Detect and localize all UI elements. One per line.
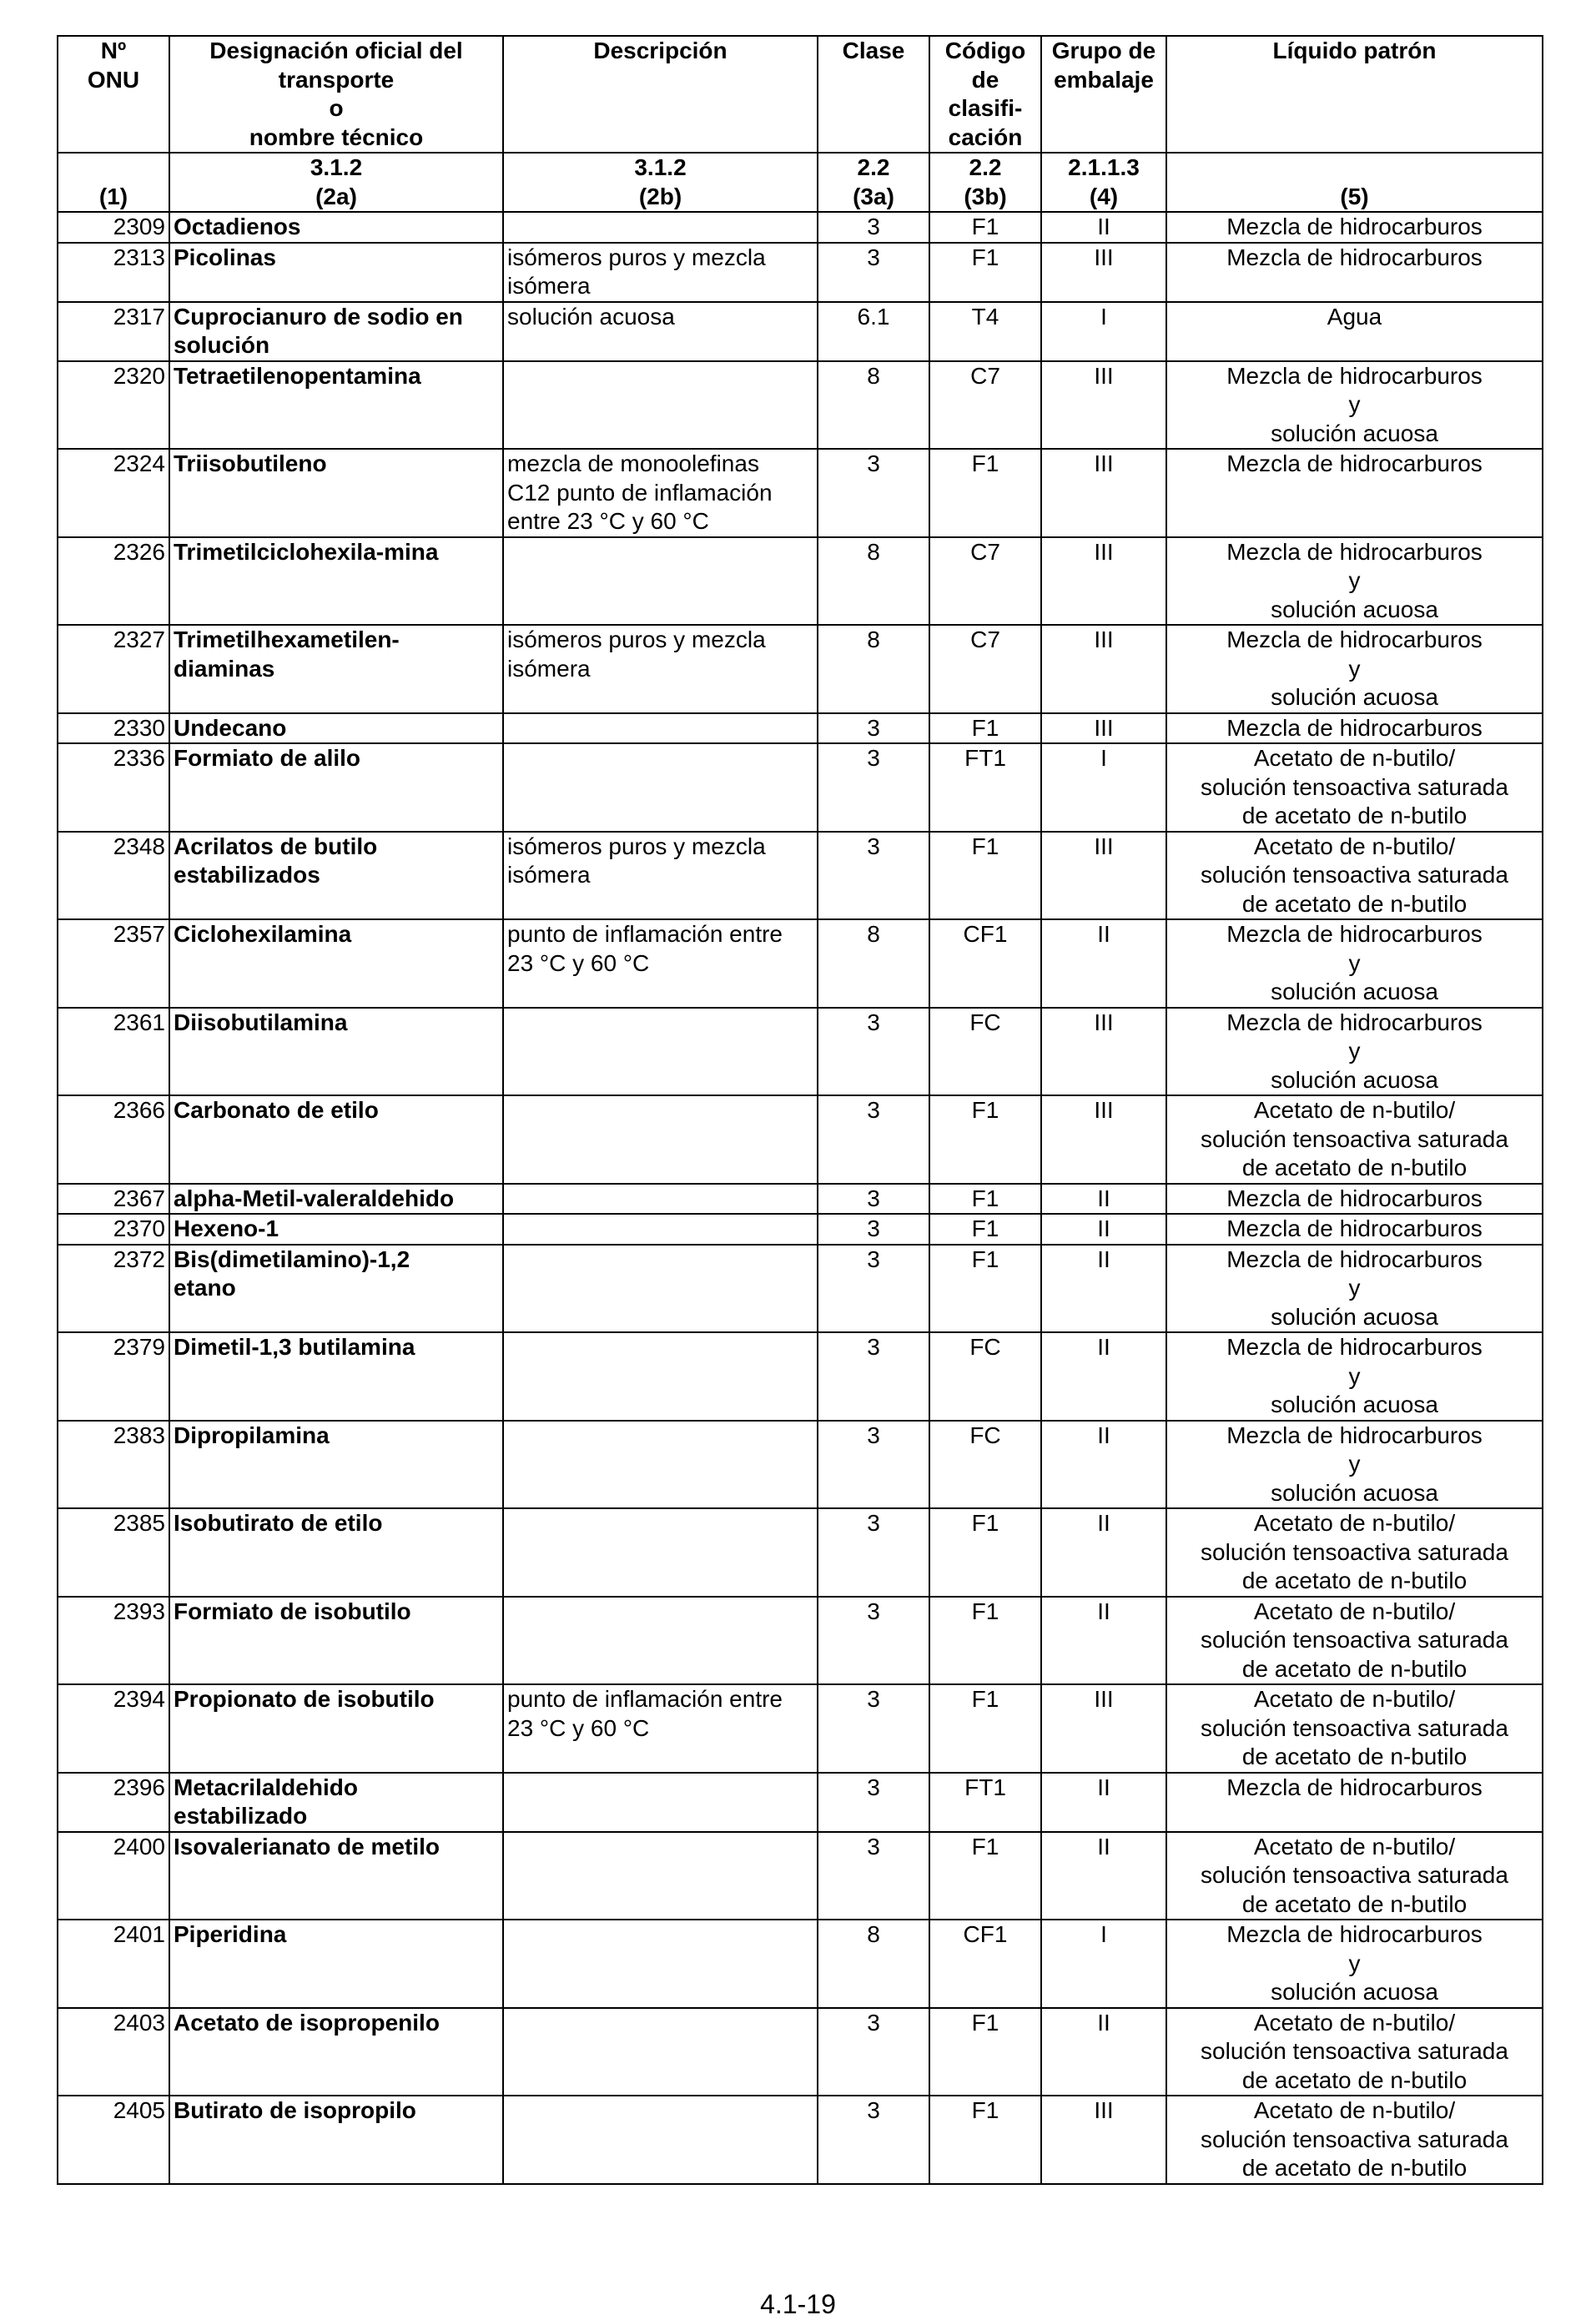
cell-class: 3	[818, 1214, 929, 1245]
cell-packing-group: II	[1041, 1245, 1166, 1333]
cell-description	[503, 2096, 818, 2184]
header-col2a-title: Designación oficial del transporte o nombre técnico	[169, 36, 503, 153]
cell-class: 3	[818, 1332, 929, 1421]
cell-classification-code: F1	[929, 1214, 1041, 1245]
cell-official-name: Dimetil-1,3 butilamina	[169, 1332, 503, 1421]
cell-description: mezcla de monoolefinas C12 punto de inflamación entre 23 °C y 60 °C	[503, 449, 818, 537]
cell-standard-liquid: Mezcla de hidrocarburos	[1166, 713, 1543, 744]
cell-un-number: 2326	[58, 537, 169, 626]
cell-packing-group: I	[1041, 743, 1166, 832]
table-body	[58, 212, 1543, 2184]
cell-description	[503, 1421, 818, 1509]
cell-standard-liquid: Acetato de n-butilo/ solución tensoactiva saturada de acetato de n-butilo	[1166, 1597, 1543, 1685]
cell-description	[503, 743, 818, 832]
table-row	[58, 1597, 1543, 1685]
cell-official-name: Undecano	[169, 713, 503, 744]
table-row	[58, 2008, 1543, 2096]
cell-un-number: 2309	[58, 212, 169, 243]
cell-standard-liquid: Acetato de n-butilo/ solución tensoactiva saturada de acetato de n-butilo	[1166, 2008, 1543, 2096]
table-row	[58, 1684, 1543, 1773]
cell-packing-group: II	[1041, 1421, 1166, 1509]
cell-standard-liquid: Acetato de n-butilo/ solución tensoactiva saturada de acetato de n-butilo	[1166, 743, 1543, 832]
cell-class: 3	[818, 449, 929, 537]
cell-official-name: Formiato de isobutilo	[169, 1597, 503, 1685]
cell-un-number: 2372	[58, 1245, 169, 1333]
header-titles-row	[58, 36, 1543, 153]
cell-standard-liquid: Acetato de n-butilo/ solución tensoactiva saturada de acetato de n-butilo	[1166, 1684, 1543, 1773]
cell-classification-code: FC	[929, 1421, 1041, 1509]
cell-class: 8	[818, 361, 929, 450]
cell-class: 3	[818, 1245, 929, 1333]
header-col3b-title: Código de clasifi- cación	[929, 36, 1041, 153]
cell-classification-code: F1	[929, 1508, 1041, 1597]
cell-description	[503, 361, 818, 450]
cell-classification-code: C7	[929, 625, 1041, 713]
cell-standard-liquid: Agua	[1166, 302, 1543, 361]
cell-packing-group: III	[1041, 449, 1166, 537]
cell-un-number: 2379	[58, 1332, 169, 1421]
table-row	[58, 625, 1543, 713]
cell-class: 3	[818, 212, 929, 243]
header-col2a-num: (2a)	[315, 183, 357, 209]
cell-standard-liquid: Mezcla de hidrocarburos	[1166, 1214, 1543, 1245]
cell-standard-liquid: Mezcla de hidrocarburos y solución acuosa	[1166, 537, 1543, 626]
cell-classification-code: F1	[929, 2096, 1041, 2184]
header-col2b-ref: 3.1.2 (2b)	[503, 153, 818, 212]
cell-description	[503, 1332, 818, 1421]
cell-standard-liquid: Mezcla de hidrocarburos y solución acuosa	[1166, 625, 1543, 713]
substances-table	[57, 35, 1543, 2185]
header-col4-num: (4)	[1089, 183, 1119, 209]
cell-packing-group: II	[1041, 919, 1166, 1008]
table-row	[58, 1095, 1543, 1184]
cell-standard-liquid: Mezcla de hidrocarburos y solución acuosa	[1166, 361, 1543, 450]
cell-un-number: 2400	[58, 1832, 169, 1920]
cell-un-number: 2385	[58, 1508, 169, 1597]
header-col2a-ref: 3.1.2 (2a)	[169, 153, 503, 212]
cell-description	[503, 1214, 818, 1245]
cell-description	[503, 1773, 818, 1832]
cell-description: isómeros puros y mezcla isómera	[503, 832, 818, 920]
cell-un-number: 2394	[58, 1684, 169, 1773]
header-col3a-num: (3a)	[853, 183, 894, 209]
cell-official-name: Tetraetilenopentamina	[169, 361, 503, 450]
cell-classification-code: F1	[929, 1095, 1041, 1184]
cell-classification-code: FT1	[929, 1773, 1041, 1832]
cell-class: 3	[818, 713, 929, 744]
cell-standard-liquid: Mezcla de hidrocarburos y solución acuosa	[1166, 1421, 1543, 1509]
cell-classification-code: T4	[929, 302, 1041, 361]
table-row	[58, 1920, 1543, 2008]
cell-un-number: 2361	[58, 1008, 169, 1096]
cell-description	[503, 537, 818, 626]
cell-packing-group: III	[1041, 537, 1166, 626]
table-row	[58, 1245, 1543, 1333]
header-col4-ref: 2.1.1.3 (4)	[1041, 153, 1166, 212]
cell-description: punto de inflamación entre 23 °C y 60 °C	[503, 919, 818, 1008]
cell-classification-code: F1	[929, 832, 1041, 920]
cell-un-number: 2313	[58, 243, 169, 302]
cell-official-name: Diisobutilamina	[169, 1008, 503, 1096]
cell-un-number: 2393	[58, 1597, 169, 1685]
cell-packing-group: I	[1041, 1920, 1166, 2008]
cell-un-number: 2401	[58, 1920, 169, 2008]
cell-official-name: Butirato de isopropilo	[169, 2096, 503, 2184]
header-col2b-title: Descripción	[503, 36, 818, 153]
cell-class: 8	[818, 1920, 929, 2008]
cell-official-name: Acetato de isopropenilo	[169, 2008, 503, 2096]
cell-class: 3	[818, 743, 929, 832]
cell-packing-group: II	[1041, 1832, 1166, 1920]
cell-official-name: alpha-Metil-valeraldehido	[169, 1184, 503, 1215]
cell-un-number: 2405	[58, 2096, 169, 2184]
cell-class: 3	[818, 1508, 929, 1597]
cell-description	[503, 1095, 818, 1184]
cell-un-number: 2367	[58, 1184, 169, 1215]
cell-official-name: Bis(dimetilamino)-1,2 etano	[169, 1245, 503, 1333]
cell-classification-code: CF1	[929, 919, 1041, 1008]
cell-class: 8	[818, 919, 929, 1008]
table-row	[58, 1214, 1543, 1245]
header-col3b-num: (3b)	[964, 183, 1007, 209]
table-row	[58, 1773, 1543, 1832]
cell-packing-group: II	[1041, 1508, 1166, 1597]
cell-packing-group: III	[1041, 243, 1166, 302]
cell-official-name: Piperidina	[169, 1920, 503, 2008]
cell-classification-code: F1	[929, 243, 1041, 302]
cell-standard-liquid: Mezcla de hidrocarburos y solución acuosa	[1166, 919, 1543, 1008]
cell-official-name: Octadienos	[169, 212, 503, 243]
cell-un-number: 2357	[58, 919, 169, 1008]
table-row	[58, 212, 1543, 243]
cell-official-name: Dipropilamina	[169, 1421, 503, 1509]
cell-packing-group: III	[1041, 2096, 1166, 2184]
cell-un-number: 2366	[58, 1095, 169, 1184]
header-col3b-ref: 2.2 (3b)	[929, 153, 1041, 212]
cell-class: 3	[818, 1184, 929, 1215]
cell-standard-liquid: Mezcla de hidrocarburos y solución acuosa	[1166, 1245, 1543, 1333]
cell-standard-liquid: Acetato de n-butilo/ solución tensoactiva saturada de acetato de n-butilo	[1166, 832, 1543, 920]
header-col3a-ref: 2.2 (3a)	[818, 153, 929, 212]
table-row	[58, 1508, 1543, 1597]
header-col5-num: (5)	[1340, 183, 1369, 209]
cell-official-name: Metacrilaldehido estabilizado	[169, 1773, 503, 1832]
cell-class: 3	[818, 1597, 929, 1685]
cell-official-name: Triisobutileno	[169, 449, 503, 537]
table-row	[58, 449, 1543, 537]
cell-description	[503, 1832, 818, 1920]
cell-packing-group: III	[1041, 1095, 1166, 1184]
cell-standard-liquid: Acetato de n-butilo/ solución tensoactiva saturada de acetato de n-butilo	[1166, 2096, 1543, 2184]
cell-standard-liquid: Mezcla de hidrocarburos	[1166, 1184, 1543, 1215]
cell-un-number: 2330	[58, 713, 169, 744]
table-row	[58, 302, 1543, 361]
cell-classification-code: F1	[929, 2008, 1041, 2096]
cell-description: isómeros puros y mezcla isómera	[503, 625, 818, 713]
cell-un-number: 2317	[58, 302, 169, 361]
cell-class: 8	[818, 625, 929, 713]
cell-packing-group: III	[1041, 361, 1166, 450]
cell-official-name: Trimetilciclohexila-mina	[169, 537, 503, 626]
cell-class: 3	[818, 1008, 929, 1096]
header-col1-title: Nº ONU	[58, 36, 169, 153]
cell-official-name: Isobutirato de etilo	[169, 1508, 503, 1597]
cell-description	[503, 1008, 818, 1096]
cell-classification-code: C7	[929, 537, 1041, 626]
table-row	[58, 1832, 1543, 1920]
table-row	[58, 1184, 1543, 1215]
cell-classification-code: F1	[929, 1184, 1041, 1215]
table-row	[58, 1421, 1543, 1509]
cell-description	[503, 1184, 818, 1215]
cell-packing-group: II	[1041, 1332, 1166, 1421]
cell-class: 3	[818, 1773, 929, 1832]
cell-class: 3	[818, 1832, 929, 1920]
cell-un-number: 2327	[58, 625, 169, 713]
table-row	[58, 919, 1543, 1008]
cell-packing-group: II	[1041, 2008, 1166, 2096]
header-refs-row	[58, 153, 1543, 212]
cell-un-number: 2403	[58, 2008, 169, 2096]
cell-description: punto de inflamación entre 23 °C y 60 °C	[503, 1684, 818, 1773]
cell-description	[503, 1508, 818, 1597]
cell-un-number: 2370	[58, 1214, 169, 1245]
cell-standard-liquid: Mezcla de hidrocarburos	[1166, 1773, 1543, 1832]
cell-standard-liquid: Mezcla de hidrocarburos y solución acuosa	[1166, 1920, 1543, 2008]
cell-standard-liquid: Mezcla de hidrocarburos	[1166, 449, 1543, 537]
cell-classification-code: F1	[929, 1832, 1041, 1920]
cell-packing-group: III	[1041, 1008, 1166, 1096]
header-col1-num: (1)	[98, 183, 128, 209]
cell-standard-liquid: Mezcla de hidrocarburos	[1166, 243, 1543, 302]
table-row	[58, 537, 1543, 626]
cell-classification-code: F1	[929, 449, 1041, 537]
cell-description	[503, 1920, 818, 2008]
cell-packing-group: I	[1041, 302, 1166, 361]
cell-un-number: 2336	[58, 743, 169, 832]
table-row	[58, 361, 1543, 450]
cell-packing-group: II	[1041, 1184, 1166, 1215]
cell-classification-code: F1	[929, 1597, 1041, 1685]
cell-class: 3	[818, 832, 929, 920]
cell-standard-liquid: Mezcla de hidrocarburos	[1166, 212, 1543, 243]
cell-official-name: Carbonato de etilo	[169, 1095, 503, 1184]
header-col1-ref	[58, 153, 169, 212]
cell-official-name: Formiato de alilo	[169, 743, 503, 832]
cell-class: 6.1	[818, 302, 929, 361]
cell-description	[503, 713, 818, 744]
cell-classification-code: C7	[929, 361, 1041, 450]
cell-class: 3	[818, 1095, 929, 1184]
cell-description	[503, 1245, 818, 1333]
cell-standard-liquid: Acetato de n-butilo/ solución tensoactiva saturada de acetato de n-butilo	[1166, 1832, 1543, 1920]
cell-official-name: Acrilatos de butilo estabilizados	[169, 832, 503, 920]
table-row	[58, 713, 1543, 744]
cell-official-name: Cuprocianuro de sodio en solución	[169, 302, 503, 361]
cell-official-name: Ciclohexilamina	[169, 919, 503, 1008]
cell-classification-code: CF1	[929, 1920, 1041, 2008]
page-number: 4.1-19	[760, 2289, 836, 2319]
cell-official-name: Isovalerianato de metilo	[169, 1832, 503, 1920]
table-row	[58, 832, 1543, 920]
cell-packing-group: II	[1041, 1597, 1166, 1685]
header-col4-title: Grupo de embalaje	[1041, 36, 1166, 153]
header-col5-ref	[1166, 153, 1543, 212]
cell-classification-code: FT1	[929, 743, 1041, 832]
cell-class: 3	[818, 2096, 929, 2184]
cell-standard-liquid: Mezcla de hidrocarburos y solución acuosa	[1166, 1008, 1543, 1096]
cell-class: 3	[818, 243, 929, 302]
cell-packing-group: III	[1041, 625, 1166, 713]
cell-standard-liquid: Acetato de n-butilo/ solución tensoactiva saturada de acetato de n-butilo	[1166, 1508, 1543, 1597]
cell-description: isómeros puros y mezcla isómera	[503, 243, 818, 302]
cell-classification-code: F1	[929, 713, 1041, 744]
cell-un-number: 2324	[58, 449, 169, 537]
table-row	[58, 1332, 1543, 1421]
cell-un-number: 2320	[58, 361, 169, 450]
cell-official-name: Trimetilhexametilen- diaminas	[169, 625, 503, 713]
cell-un-number: 2383	[58, 1421, 169, 1509]
cell-class: 3	[818, 2008, 929, 2096]
cell-official-name: Picolinas	[169, 243, 503, 302]
cell-official-name: Hexeno-1	[169, 1214, 503, 1245]
cell-packing-group: II	[1041, 1214, 1166, 1245]
cell-classification-code: FC	[929, 1008, 1041, 1096]
cell-packing-group: III	[1041, 713, 1166, 744]
cell-description: solución acuosa	[503, 302, 818, 361]
cell-packing-group: II	[1041, 1773, 1166, 1832]
cell-description	[503, 2008, 818, 2096]
cell-packing-group: III	[1041, 1684, 1166, 1773]
cell-classification-code: F1	[929, 1245, 1041, 1333]
table-row	[58, 2096, 1543, 2184]
cell-standard-liquid: Acetato de n-butilo/ solución tensoactiva saturada de acetato de n-butilo	[1166, 1095, 1543, 1184]
cell-official-name: Propionato de isobutilo	[169, 1684, 503, 1773]
cell-standard-liquid: Mezcla de hidrocarburos y solución acuosa	[1166, 1332, 1543, 1421]
cell-description	[503, 1597, 818, 1685]
cell-class: 3	[818, 1684, 929, 1773]
cell-classification-code: FC	[929, 1332, 1041, 1421]
cell-un-number: 2348	[58, 832, 169, 920]
cell-packing-group: III	[1041, 832, 1166, 920]
header-col2b-num: (2b)	[638, 183, 682, 209]
cell-un-number: 2396	[58, 1773, 169, 1832]
cell-packing-group: II	[1041, 212, 1166, 243]
header-col3a-title: Clase	[818, 36, 929, 153]
cell-class: 3	[818, 1421, 929, 1509]
table-row	[58, 243, 1543, 302]
table-row	[58, 1008, 1543, 1096]
header-col5-title: Líquido patrón	[1166, 36, 1543, 153]
cell-classification-code: F1	[929, 1684, 1041, 1773]
table-row	[58, 743, 1543, 832]
cell-class: 8	[818, 537, 929, 626]
cell-description	[503, 212, 818, 243]
cell-classification-code: F1	[929, 212, 1041, 243]
